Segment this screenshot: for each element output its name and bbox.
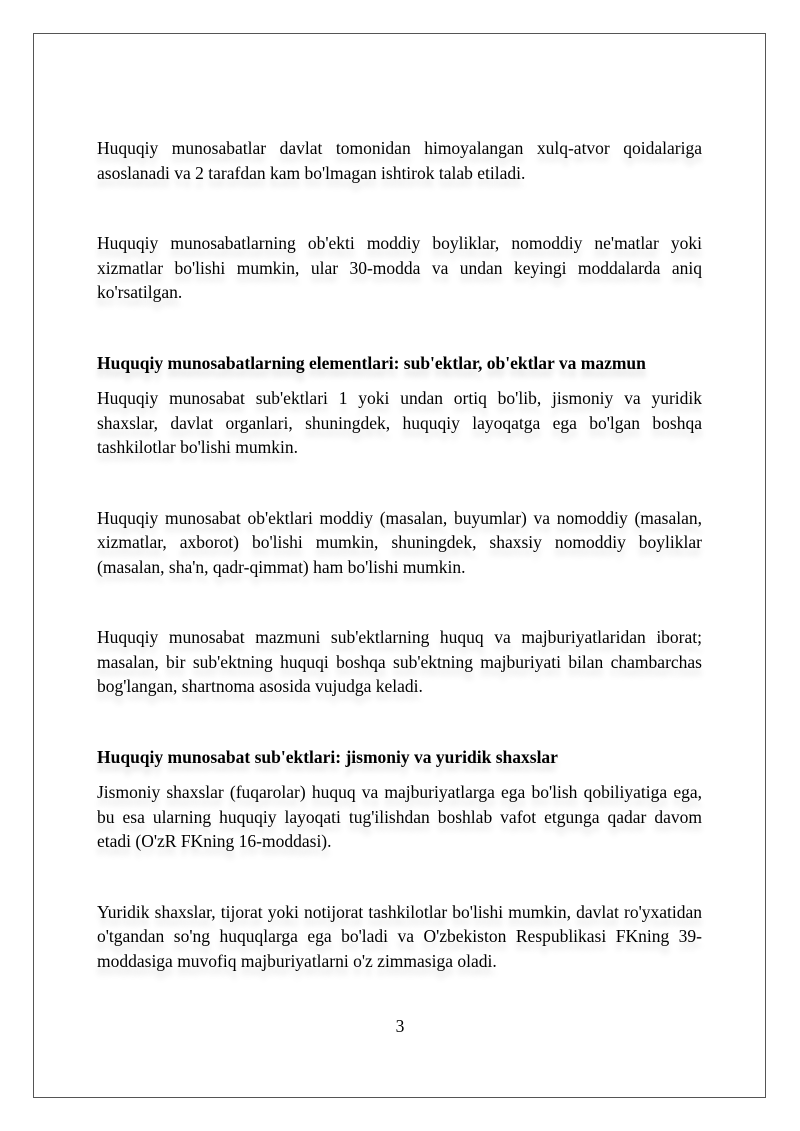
section-heading: Huquqiy munosabat sub'ektlari: jismoniy va yuridik shaxslar	[97, 746, 558, 767]
paragraph: Huquqiy munosabat sub'ektlari 1 yoki undan ortiq bo'lib, jismoniy va yuridik shaxslar, davlat organlari, shuningdek, huquqiy layoqatga ega bo'lgan boshqa tashkilotlar bo'lishi mumkin.	[97, 388, 702, 457]
page-content	[97, 136, 702, 973]
paragraph: Huquqiy munosabat ob'ektlari moddiy (masalan, buyumlar) va nomoddiy (masalan, xizmatlar, axborot) bo'lishi mumkin, shuningdek, shaxsiy nomoddiy boyliklar (masalan, sha'n, qadr-qimmat) ham bo'lishi mumkin.	[97, 507, 702, 577]
paragraph: Huquqiy munosabat mazmuni sub'ektlarning huquq va majburiyatlaridan iborat; masalan, bir sub'ektning huquqi boshqa sub'ektning majburiyati bilan chambarchas bog'langan, shartnoma asosida vujudga keladi.	[97, 627, 702, 696]
paragraph: Jismoniy shaxslar (fuqarolar) huquq va majburiyatlarga ega bo'lish qobiliyatiga ega, bu esa ularning huquqiy layoqati tug'ilishdan boshlab vafot etgunga qadar davom etadi (O'zR FKning 16-moddasi).	[97, 782, 702, 851]
page-number: 3	[395, 1016, 405, 1036]
paragraph: Yuridik shaxslar, tijorat yoki notijorat tashkilotlar bo'lishi mumkin, davlat ro'yxatidan o'tgandan so'ng huquqlarga ega bo'ladi va O'zbekiston Respublikasi FKning 39-moddasiga muvofiq majburiyatlarni o'z zimmasiga oladi.	[97, 901, 702, 971]
paragraph: Huquqiy munosabatlar davlat tomonidan himoyalangan xulq-atvor qoidalariga asoslanadi va 2 tarafdan kam bo'lmagan ishtirok talab etiladi.	[97, 138, 702, 183]
paragraph: Huquqiy munosabatlarning ob'ekti moddiy boyliklar, nomoddiy ne'matlar yoki xizmatlar bo'lishi mumkin, ular 30-modda va undan keyingi moddalarda aniq ko'rsatilgan.	[97, 233, 702, 302]
section-heading: Huquqiy munosabatlarning elementlari: sub'ektlar, ob'ektlar va mazmun	[97, 352, 646, 373]
